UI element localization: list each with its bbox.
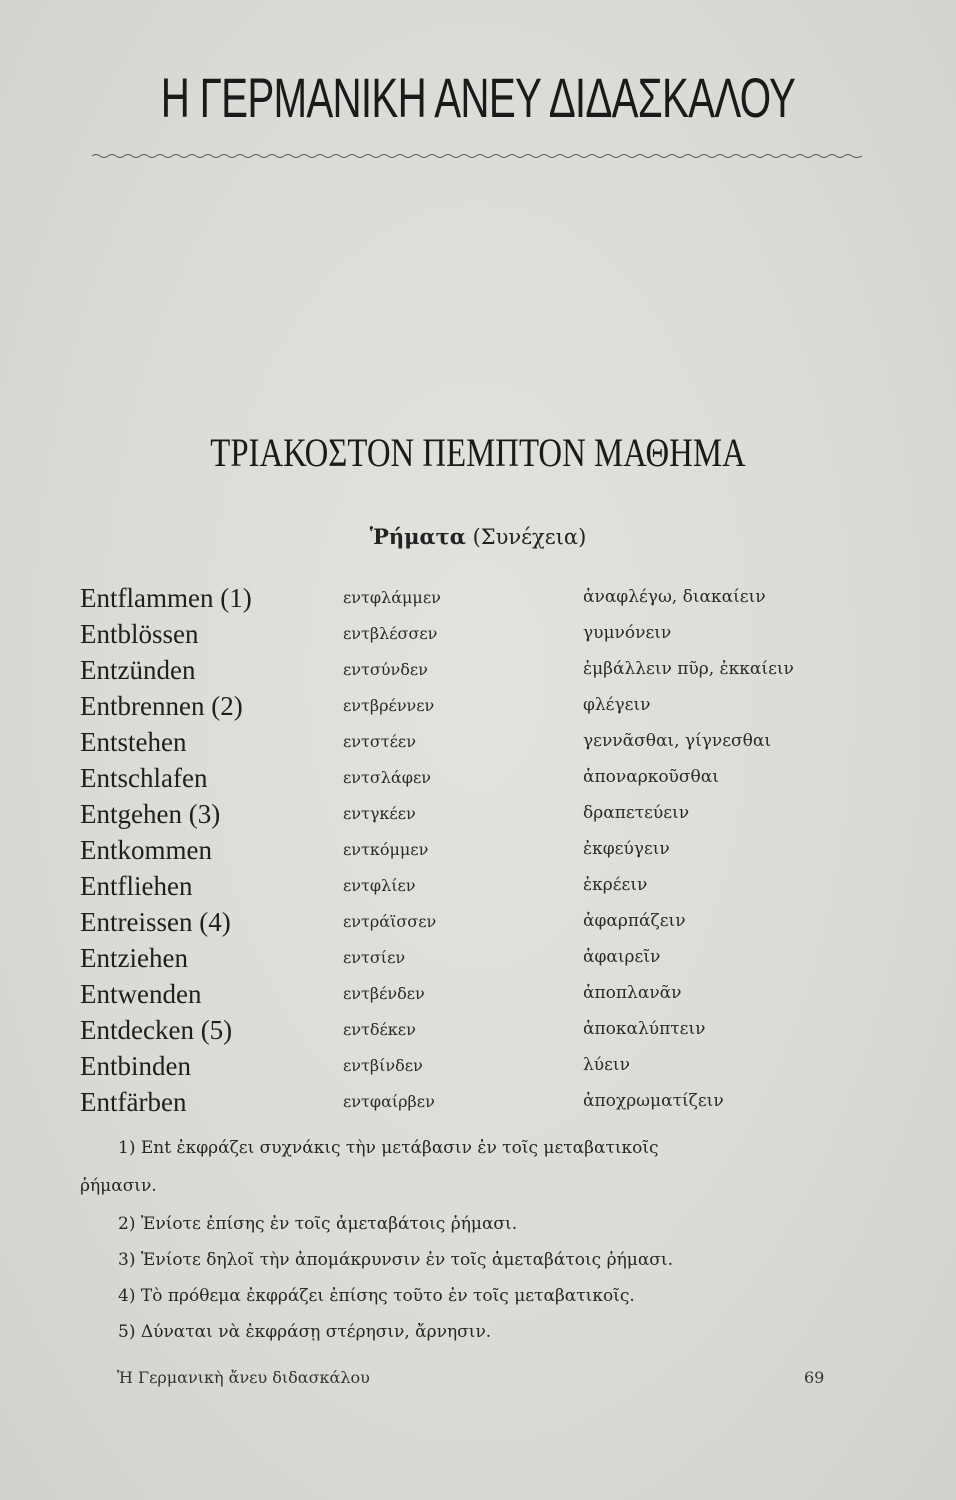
pronunciation: εντφαίρβεν bbox=[343, 1092, 435, 1111]
running-title: Η ΓΕΡΜΑΝΙΚΗ ΑΝΕΥ ΔΙΔΑΣΚΑΛΟΥ bbox=[160, 66, 796, 129]
german-verb: Entdecken (5) bbox=[80, 1015, 233, 1045]
german-verb: Entkommen bbox=[80, 835, 212, 865]
verb-row bbox=[0, 909, 956, 945]
verb-row bbox=[0, 1017, 956, 1053]
german-verb: Entstehen bbox=[80, 727, 187, 757]
verb-row bbox=[0, 837, 956, 873]
page-number: 69 bbox=[804, 1368, 825, 1387]
pronunciation: εντσίεν bbox=[343, 948, 406, 967]
german-verb: Entfliehen bbox=[80, 871, 193, 901]
pronunciation: εντφλάμμεν bbox=[343, 588, 441, 607]
verb-row bbox=[0, 729, 956, 765]
german-verb: Entbrennen (2) bbox=[80, 691, 243, 721]
greek-meaning: ἀποναρκοῦσθαι bbox=[583, 767, 719, 787]
pronunciation: εντβρέννεν bbox=[343, 696, 435, 715]
section-heading-main: Ῥήματα bbox=[369, 524, 466, 549]
greek-meaning: ἀναφλέγω, διακαίειν bbox=[583, 587, 766, 607]
pronunciation: εντστέεν bbox=[343, 732, 416, 751]
section-heading bbox=[0, 526, 956, 548]
footnote: 1) Ent ἐκφράζει συχνάκις τὴν μετάβασιν ἐν τοῖς μεταβατικοῖς bbox=[118, 1138, 659, 1158]
greek-meaning: ἐκφεύγειν bbox=[583, 839, 670, 859]
pronunciation: εντβλέσσεν bbox=[343, 624, 438, 643]
pronunciation: εντράϊσσεν bbox=[343, 912, 437, 931]
lesson-title: ΤΡΙΑΚΟΣΤΟΝ ΠΕΜΠΤΟΝ ΜΑΘΗΜΑ bbox=[210, 430, 746, 475]
german-verb: Entfärben bbox=[80, 1087, 187, 1117]
footnote: 3) Ἐνίοτε δηλοῖ τὴν ἀπομάκρυνσιν ἐν τοῖς ἀμεταβάτοις ῥήμασι. bbox=[118, 1250, 673, 1270]
german-verb: Entzünden bbox=[80, 655, 196, 685]
pronunciation: εντβένδεν bbox=[343, 984, 425, 1003]
verb-row bbox=[0, 621, 956, 657]
greek-meaning: ἐμβάλλειν πῦρ, ἐκκαίειν bbox=[583, 659, 794, 679]
greek-meaning: ἀφαρπάζειν bbox=[583, 911, 686, 931]
pronunciation: εντφλίεν bbox=[343, 876, 416, 895]
verb-row bbox=[0, 1053, 956, 1089]
verb-row bbox=[0, 873, 956, 909]
footer-book-title: Ἡ Γερμανικὴ ἄνευ διδασκάλου bbox=[117, 1368, 370, 1387]
greek-meaning: ἐκρέειν bbox=[583, 875, 648, 895]
greek-meaning: γεννᾶσθαι, γίγνεσθαι bbox=[583, 731, 772, 751]
footnote: 5) Δύναται νὰ ἐκφράσῃ στέρησιν, ἄρνησιν. bbox=[118, 1322, 492, 1342]
german-verb: Entflammen (1) bbox=[80, 583, 252, 613]
pronunciation: εντκόμμεν bbox=[343, 840, 429, 859]
greek-meaning: γυμνόνειν bbox=[583, 623, 672, 643]
verb-row bbox=[0, 945, 956, 981]
section-heading-continued: (Συνέχεια) bbox=[472, 525, 587, 549]
verb-row bbox=[0, 657, 956, 693]
greek-meaning: φλέγειν bbox=[583, 695, 651, 715]
greek-meaning: δραπετεύειν bbox=[583, 803, 690, 823]
pronunciation: εντβίνδεν bbox=[343, 1056, 423, 1075]
footnote-continuation: ῥήμασιν. bbox=[80, 1176, 157, 1196]
pronunciation: εντσλάφεν bbox=[343, 768, 431, 787]
title-underline bbox=[92, 152, 862, 160]
greek-meaning: ἀφαιρεῖν bbox=[583, 947, 661, 967]
german-verb: Entblössen bbox=[80, 619, 199, 649]
verb-row bbox=[0, 1089, 956, 1125]
verb-row bbox=[0, 981, 956, 1017]
greek-meaning: λύειν bbox=[583, 1055, 630, 1075]
german-verb: Entziehen bbox=[80, 943, 188, 973]
verb-row bbox=[0, 585, 956, 621]
german-verb: Entbinden bbox=[80, 1051, 191, 1081]
footnote: 4) Τὸ πρόθεμα ἐκφράζει ἐπίσης τοῦτο ἐν τοῖς μεταβατικοῖς. bbox=[118, 1286, 635, 1306]
greek-meaning: ἀποκαλύπτειν bbox=[583, 1019, 706, 1039]
pronunciation: εντγκέεν bbox=[343, 804, 416, 823]
verb-row bbox=[0, 765, 956, 801]
verb-row bbox=[0, 801, 956, 837]
german-verb: Entreissen (4) bbox=[80, 907, 231, 937]
footnote: 2) Ἐνίοτε ἐπίσης ἐν τοῖς ἀμεταβάτοις ῥήμασι. bbox=[118, 1214, 518, 1234]
verb-row bbox=[0, 693, 956, 729]
greek-meaning: ἀποχρωματίζειν bbox=[583, 1091, 724, 1111]
german-verb: Entschlafen bbox=[80, 763, 208, 793]
german-verb: Entwenden bbox=[80, 979, 202, 1009]
pronunciation: εντσύνδεν bbox=[343, 660, 428, 679]
greek-meaning: ἀποπλανᾶν bbox=[583, 983, 682, 1003]
pronunciation: εντδέκεν bbox=[343, 1020, 416, 1039]
german-verb: Entgehen (3) bbox=[80, 799, 221, 829]
